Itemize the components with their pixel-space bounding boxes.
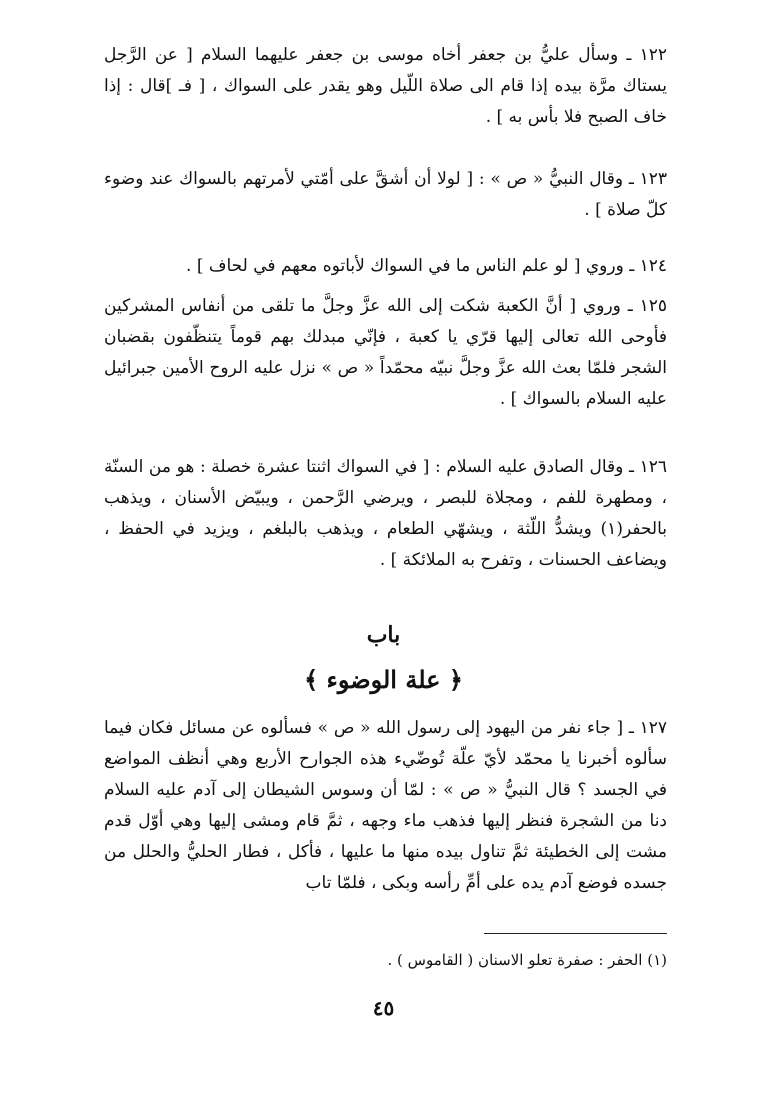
footnote: (١) الحفر : صفرة تعلو الاسنان ( القاموس ) . xyxy=(387,951,667,969)
hadith-paragraph-127: ١٢٧ ـ [ جاء نفر من اليهود إلى رسول الله « ص » فسألوه عن مسائل فكان فيما سألوه أخبرنا يا محمّد لأيّ علّة تُوضّيء هذه الجوارح الأربع وهي أنظف المواضع في الجسد ؟ قال النبيُّ « ص » : لمّا أن وسوس الشيطان إلى آدم عليه السلام دنا من الشجرة فنظر إليها فذهب ماء وجهه ، ثمَّ قام ومشى إليها وهي أوّل قدم مشت إلى الخطيئة ثمَّ تناول بيده منها ما عليها ، فأكل ، فطار الحليُّ والحلل من جسده فوضع آدم يده على أمِّ رأسه وبكى ، فلمّا تاب xyxy=(104,718,667,893)
hadith-paragraph-122: ١٢٢ ـ وسأل عليُّ بن جعفر أخاه موسى بن جعفر عليهما السلام [ عن الرَّجل يستاك مرَّة بيده إذا قام الى صلاة اللّيل وهو يقدر على السواك ، [ فـ ]قال : إذا خاف الصبح فلا بأس به ] . xyxy=(104,45,667,127)
hadith-paragraph-125: ١٢٥ ـ وروي [ أنَّ الكعبة شكت إلى الله عزَّ وجلَّ ما تلقى من أنفاس المشركين فأوحى الله تعالى إليها قرّي يا كعبة ، فإنّي مبدلك بهم قوماً يتنظّفون بقضبان الشجر فلمّا بعث الله عزَّ وجلَّ نبيّه محمّداً « ص » نزل عليه الروح الأمين جبرائيل عليه السلام بالسواك ] . xyxy=(104,296,667,409)
hadith-paragraph-124: ١٢٤ ـ وروي [ لو علم الناس ما في السواك لأباتوه معهم في لحاف ] . xyxy=(186,256,667,276)
chapter-title: ﴿ علة الوضوء ﴾ xyxy=(304,665,463,694)
hadith-paragraph-123: ١٢٣ ـ وقال النبيُّ « ص » : [ لولا أن أشقَّ على أمّتي لأمرتهم بالسواك عند وضوء كلّ صلاة ] . xyxy=(104,169,667,220)
hadith-paragraph-126: ١٢٦ ـ وقال الصادق عليه السلام : [ في السواك اثنتا عشرة خصلة : هو من السنّة ، ومطهرة للفم ، ومجلاة للبصر ، ويرضي الرَّحمن ، ويبيّض الأسنان ، ويذهب بالحفر(١) ويشدُّ اللّثة ، ويشهّي الطعام ، ويذهب بالبلغم ، ويزيد في الحفظ ، ويضاعف الحسنات ، وتفرح به الملائكة ] . xyxy=(104,457,667,570)
footnote-divider xyxy=(484,933,667,934)
page-number: ٤٥ xyxy=(372,996,395,1020)
chapter-label: باب xyxy=(366,622,401,648)
